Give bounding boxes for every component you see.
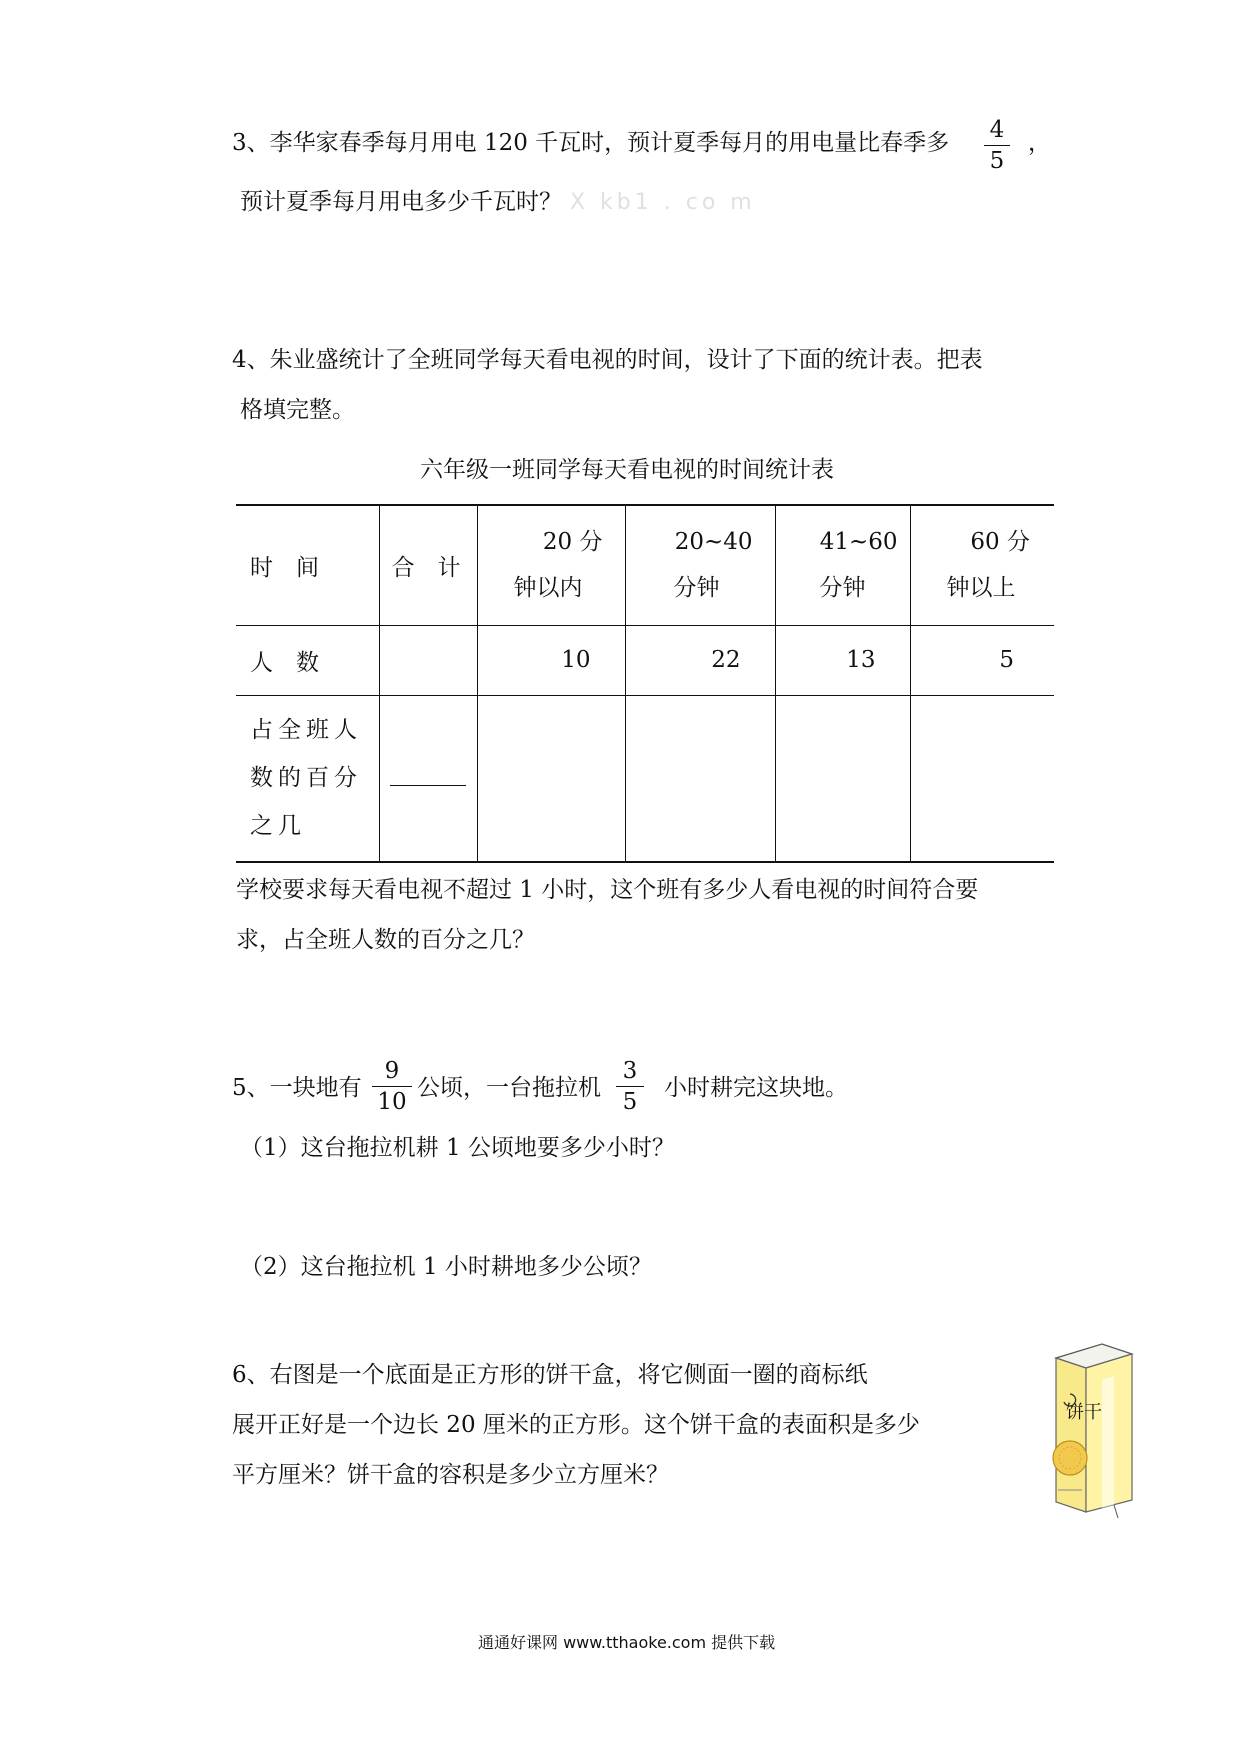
cell-count-under-20: 10 [477,625,625,695]
q3-comma: ， [1028,130,1051,156]
q6-line1: 6、右图是一个底面是正方形的饼干盒，将它侧面一圈的商标纸 [232,1362,868,1388]
box-label: 饼干 [1066,1402,1102,1423]
q5-sub2: （2）这台拖拉机 1 小时耕地多少公顷？ [240,1254,652,1280]
q3-fraction-denominator: 5 [989,148,1005,174]
q6-line3: 平方厘米？饼干盒的容积是多少立方厘米？ [232,1462,669,1488]
table-row-count [236,625,1054,695]
header-over-60: 60 分 钟以上 [910,505,1054,625]
q5-fraction-area: 9 10 [372,1057,412,1116]
row-label-percent: 占全班人 数的百分 之几 [250,717,362,840]
table-row-percent [236,695,1054,862]
cell-percent-20-40[interactable] [625,695,775,862]
row-label-count: 人 数 [250,649,319,676]
cell-count-total [379,625,477,695]
q5-fraction-time: 3 5 [616,1057,644,1116]
table-title: 六年级一班同学每天看电视的时间统计表 [420,457,834,483]
page-footer: 通通好课网 www.tthaoke.com 提供下载 [478,1633,776,1652]
q3-fraction-numerator: 4 [989,117,1005,143]
q5-middle: 公顷，一台拖拉机 [417,1075,601,1101]
cell-count-20-40: 22 [625,625,775,695]
q4-after-line1: 学校要求每天看电视不超过 1 小时，这个班有多少人看电视的时间符合要 [236,877,979,903]
q5-sub1: （1）这台拖拉机耕 1 公顷地要多少小时？ [240,1135,675,1161]
q4-after-line2: 求，占全班人数的百分之几？ [236,927,535,953]
q3-fraction [984,116,1010,175]
q3-line2: 预计夏季每月用电多少千瓦时？ X kb1 . co m [240,189,756,215]
cell-count-41-60: 13 [775,625,910,695]
answer-blank[interactable] [390,771,466,786]
q4-line2: 格填完整。 [240,397,355,423]
statistics-table [236,504,1054,863]
biscuit-box-illustration [1044,1340,1136,1520]
cell-percent-41-60[interactable] [775,695,910,862]
q5-suffix: 小时耕完这块地。 [664,1075,848,1101]
watermark: X kb1 . co m [570,190,756,215]
header-41-60: 41~60 分钟 [775,505,910,625]
header-time: 时 间 [250,554,319,581]
q3-line1: 3、李华家春季每月用电 120 千瓦时，预计夏季每月的用电量比春季多 [232,130,950,156]
header-total: 合 计 [379,505,477,625]
header-under-20: 20 分 钟以内 [477,505,625,625]
q5-prefix: 5、一块地有 [232,1075,362,1101]
header-20-40: 20~40 分钟 [625,505,775,625]
q6-line2: 展开正好是一个边长 20 厘米的正方形。这个饼干盒的表面积是多少 [232,1412,920,1438]
q4-line1: 4、朱业盛统计了全班同学每天看电视的时间，设计了下面的统计表。把表 [232,347,983,373]
table-header-row [236,505,1054,625]
cell-percent-total[interactable] [379,695,477,862]
cell-count-over-60: 5 [910,625,1054,695]
cell-percent-under-20[interactable] [477,695,625,862]
cell-percent-over-60[interactable] [910,695,1054,862]
